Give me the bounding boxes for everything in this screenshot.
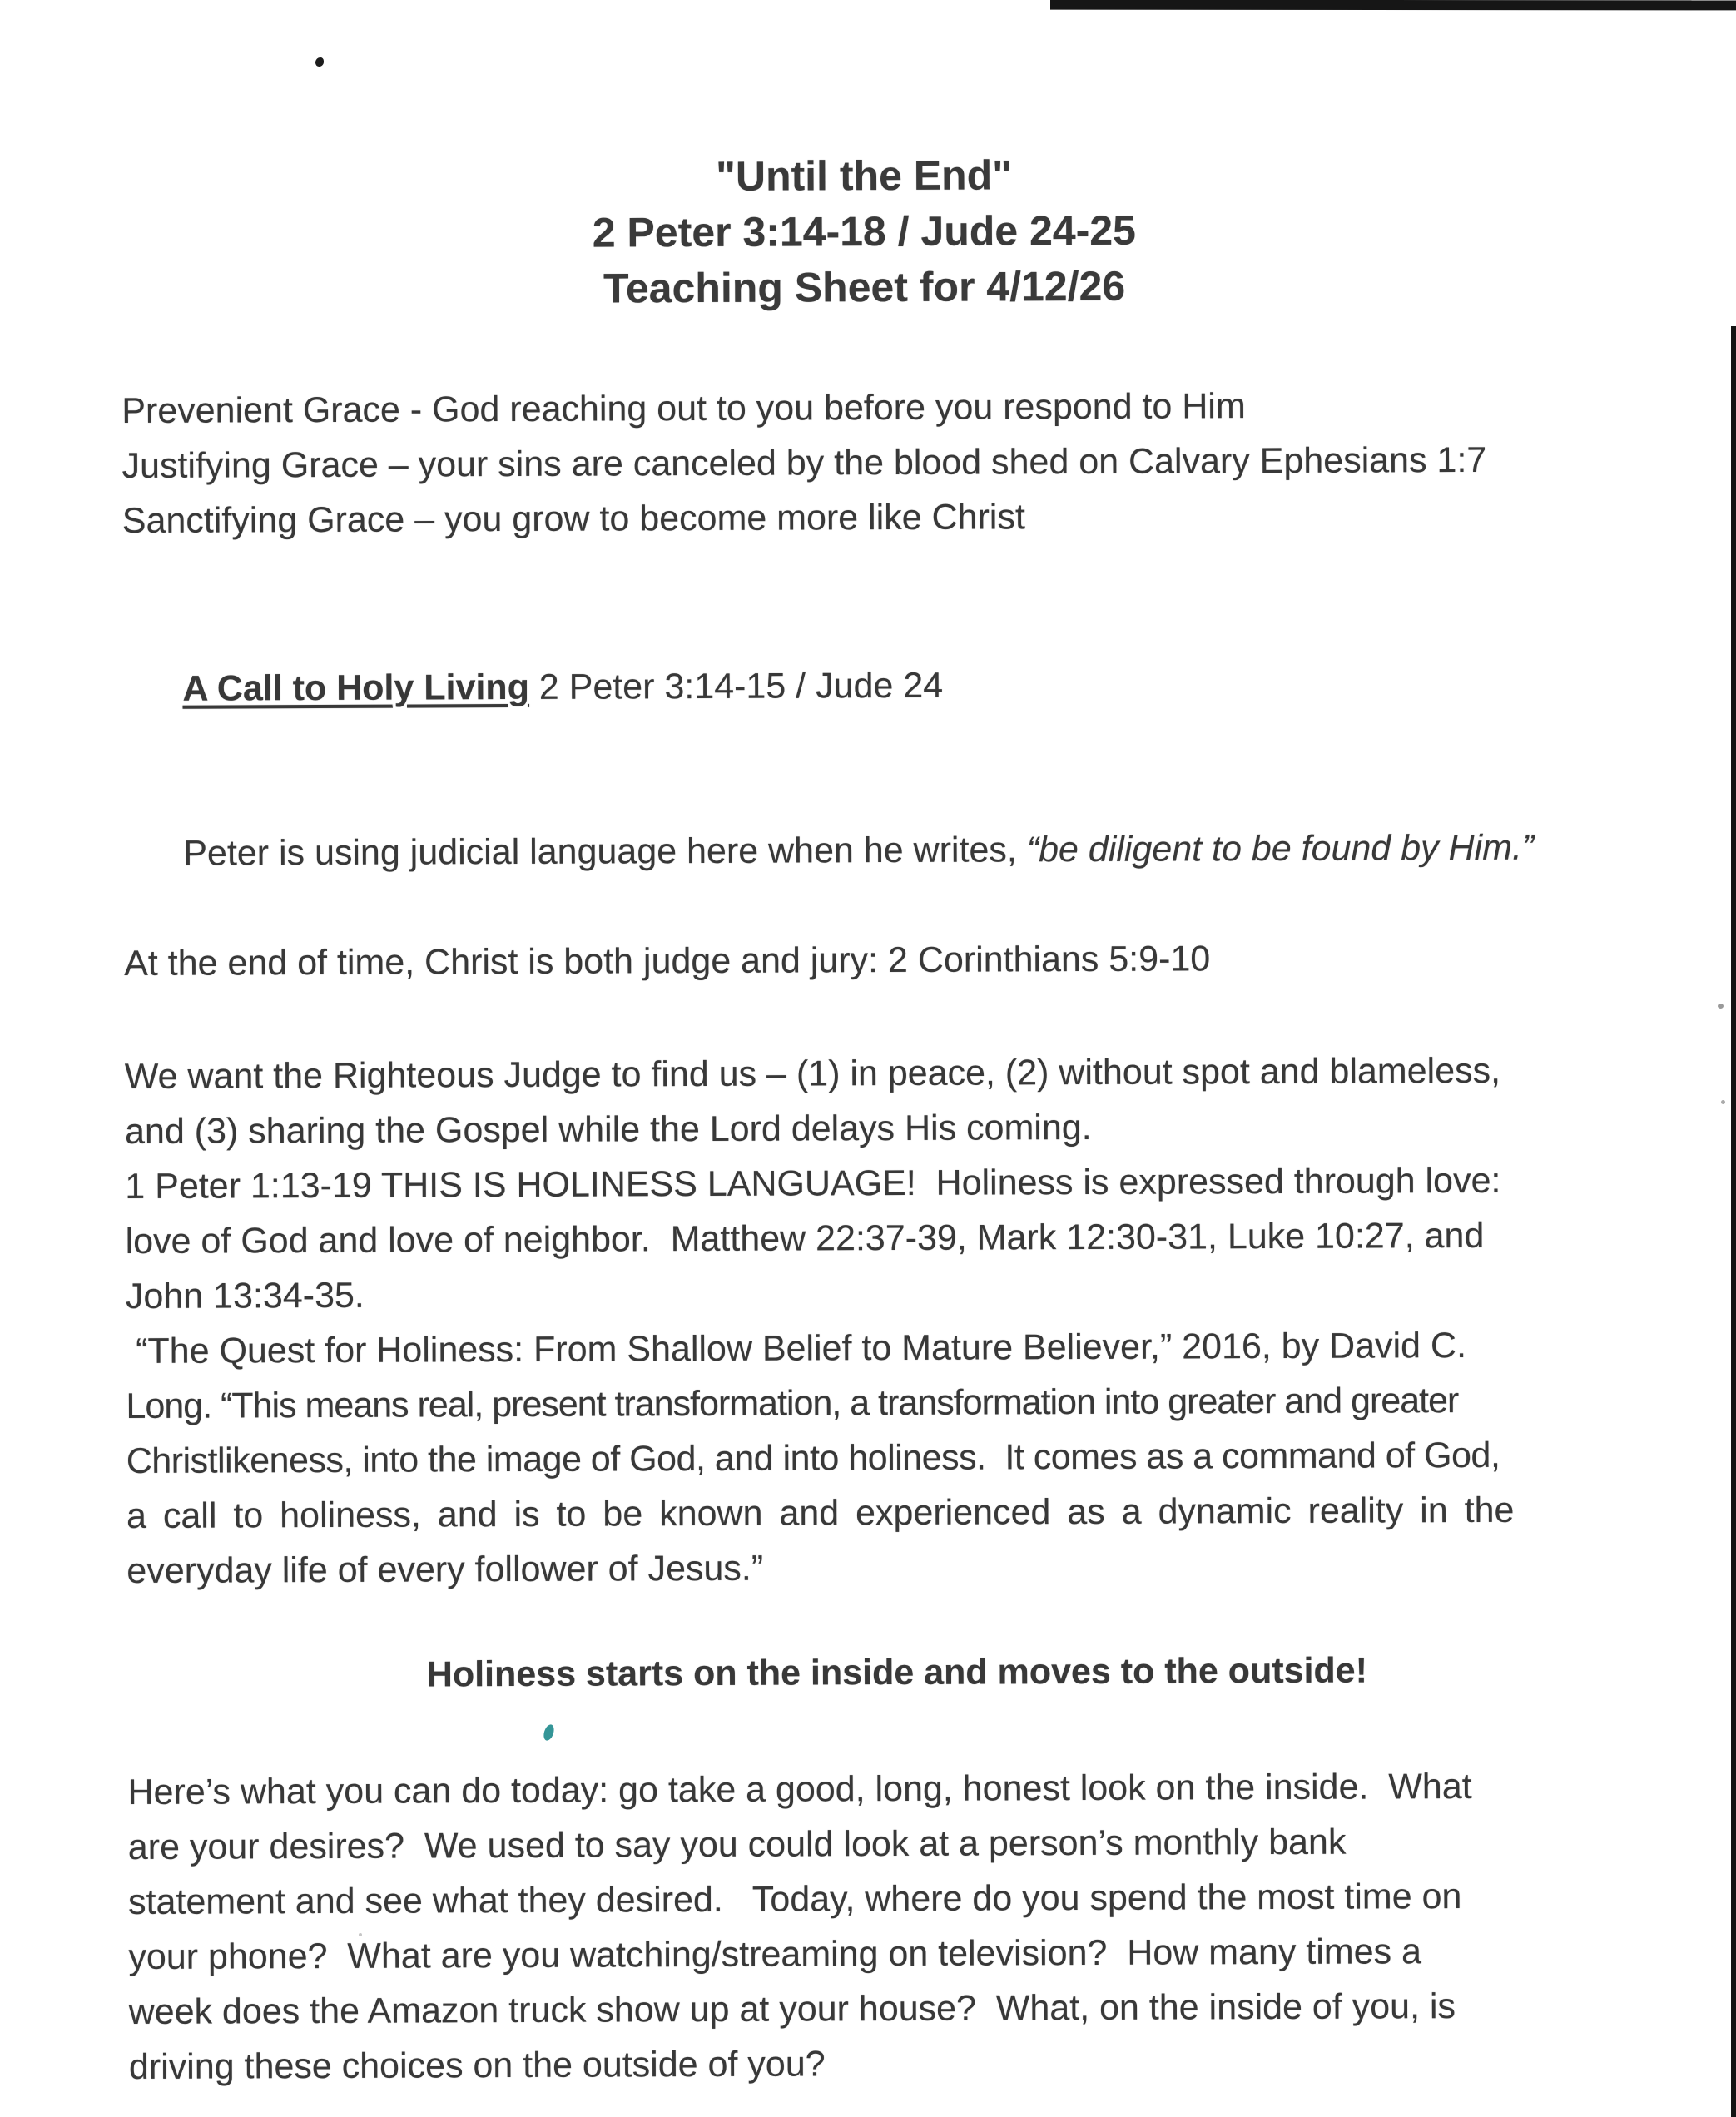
paper-speck	[1718, 1004, 1724, 1009]
scanned-teaching-sheet	[121, 145, 1669, 2095]
document-title: "Until the End"	[716, 151, 1013, 200]
long-quote-line-2: Christlikeness, into the image of God, and into holiness. It comes as a command of God,	[126, 1435, 1500, 1482]
judge-and-jury-line: At the end of time, Christ is both judge and jury: 2 Corinthians 5:9-10	[124, 939, 1211, 984]
application-line-3: statement and see what they desired. Today, where do you spend the most time on	[127, 1877, 1462, 1923]
prevenient-grace-line: Prevenient Grace - God reaching out to you before you respond to Him	[122, 386, 1246, 432]
love-references-line: love of God and love of neighbor. Matthew 22:37-39, Mark 12:30-31, Luke 10:27, and	[125, 1215, 1485, 1262]
scan-right-edge-artifact	[1731, 326, 1736, 2117]
holiness-language-line: 1 Peter 1:13-19 THIS IS HOLINESS LANGUAGE! Holiness is expressed through love:	[125, 1160, 1501, 1207]
justifying-grace-line: Justifying Grace – your sins are canceled by the blood shed on Calvary Ephesians 1:7	[122, 439, 1487, 487]
holy-living-section	[122, 600, 1664, 991]
scripture-reference: 2 Peter 3:14-18 / Jude 24-25	[592, 206, 1137, 256]
long-quote-line-3: a call to holiness, and is to be known and experienced as a dynamic reality in the	[126, 1490, 1515, 1537]
application-line-6: driving these choices on the outside of you?	[128, 2044, 826, 2088]
section-heading-title: A Call to Holy Living	[182, 667, 530, 709]
section-heading	[122, 600, 1663, 771]
judicial-language-line	[123, 765, 1664, 936]
judicial-language-text: Peter is using judicial language here when he writes,	[183, 830, 1027, 874]
quest-for-holiness-line: “The Quest for Holiness: From Shallow Belief to Mature Believer,” 2016, by David C.	[126, 1326, 1467, 1372]
holiness-paragraph	[125, 1043, 1667, 1599]
long-quote-line-4: everyday life of every follower of Jesus.”	[126, 1548, 764, 1592]
scan-top-edge-artifact	[1050, 0, 1736, 10]
application-line-5: week does the Amazon truck show up at your house? What, on the inside of you, is	[128, 1986, 1456, 2033]
holiness-inside-outside-heading: Holiness starts on the inside and moves to the outside!	[426, 1650, 1368, 1695]
long-quote-line-1: Long. “This means real, present transformation, a transformation into greater and greater	[126, 1381, 1459, 1427]
ink-dot-artifact	[315, 57, 324, 67]
sharing-gospel-line: and (3) sharing the Gospel while the Lord delays His coming.	[124, 1107, 1092, 1153]
application-line-2: are your desires? We used to say you could look at a person’s monthly bank	[127, 1822, 1347, 1868]
sanctifying-grace-line: Sanctifying Grace – you grow to become more like Christ	[122, 497, 1025, 542]
diligent-quote: “be diligent to be found by Him.”	[1026, 827, 1535, 870]
sheet-date-line: Teaching Sheet for 4/12/26	[603, 262, 1126, 312]
application-paragraph	[127, 1758, 1669, 2095]
john-reference-line: John 13:34-35.	[125, 1275, 365, 1317]
application-line-4: your phone? What are you watching/streaming on television? How many times a	[128, 1931, 1422, 1978]
center-heading-block	[127, 1642, 1667, 1703]
section-heading-reference: 2 Peter 3:14-15 / Jude 24	[528, 665, 944, 707]
title-block	[121, 145, 1661, 319]
righteous-judge-line: We want the Righteous Judge to find us – (1) in peace, (2) without spot and blameless,	[124, 1050, 1501, 1098]
grace-definitions-paragraph	[122, 377, 1662, 548]
application-line-1: Here’s what you can do today: go take a good, long, honest look on the inside. What	[127, 1766, 1472, 1813]
paper-speck	[1721, 1100, 1725, 1104]
